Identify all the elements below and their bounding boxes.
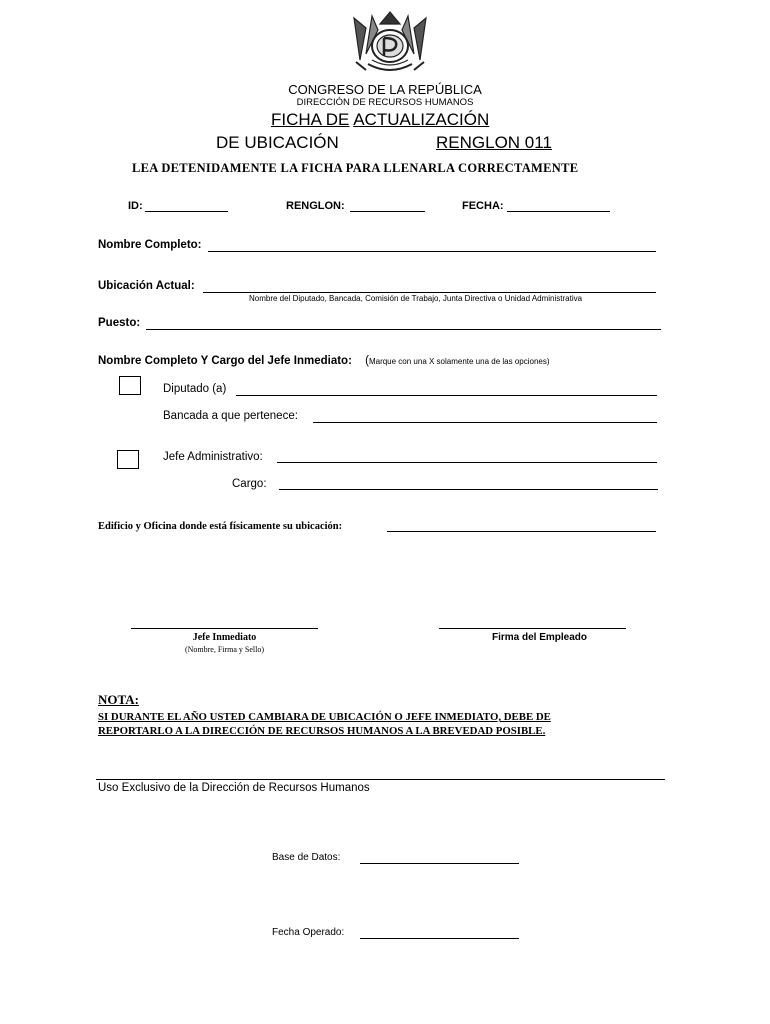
jefe-admin-label: Jefe Administrativo: bbox=[163, 451, 263, 463]
nota-line-2: REPORTARLO A LA DIRECCIÓN DE RECURSOS HUMANOS A LA BREVEDAD POSIBLE. bbox=[98, 725, 546, 737]
nota-heading: NOTA: bbox=[98, 692, 139, 707]
edificio-label: Edificio y Oficina donde está físicamente su ubicación: bbox=[98, 521, 343, 532]
ubicacion-label: Ubicación Actual: bbox=[98, 280, 195, 292]
instruction-text: LEA DETENIDAMENTE LA FICHA PARA LLENARLA CORRECTAMENTE bbox=[132, 161, 579, 175]
title-ficha-de bbox=[271, 110, 489, 130]
renglon-label: RENGLON: bbox=[286, 200, 345, 212]
diputado-field[interactable] bbox=[236, 395, 657, 396]
edificio-field[interactable] bbox=[387, 531, 656, 532]
jefe-signature-line[interactable] bbox=[131, 628, 318, 629]
base-datos-field[interactable] bbox=[360, 863, 519, 864]
ubicacion-field[interactable] bbox=[203, 292, 656, 293]
title-renglon: RENGLON 011 bbox=[436, 133, 552, 152]
diputado-checkbox[interactable] bbox=[119, 376, 141, 395]
exclusive-label: Uso Exclusivo de la Dirección de Recursos Humanos bbox=[98, 782, 370, 794]
jefe-hint-text: Marque con una X solamente una de las opciones) bbox=[368, 357, 550, 366]
fecha-operado-label: Fecha Operado: bbox=[272, 927, 345, 938]
ubicacion-hint: Nombre del Diputado, Bancada, Comisión de Trabajo, Junta Directiva o Unidad Administrativa bbox=[249, 294, 583, 303]
nombre-field[interactable] bbox=[208, 251, 656, 252]
title-de-ubicacion: DE UBICACIÓN bbox=[216, 133, 339, 152]
jefe-label-text: Nombre Completo Y Cargo del Jefe Inmediato: bbox=[98, 355, 352, 367]
jefe-hint-paren: ( bbox=[365, 355, 369, 367]
jefe-signature-sub: (Nombre, Firma y Sello) bbox=[184, 645, 265, 654]
nombre-label: Nombre Completo: bbox=[98, 239, 202, 251]
title-part-a: FICHA DE bbox=[271, 110, 350, 129]
cargo-field[interactable] bbox=[279, 489, 658, 490]
bancada-field[interactable] bbox=[313, 422, 657, 423]
puesto-field[interactable] bbox=[146, 329, 661, 330]
empleado-signature-line[interactable] bbox=[439, 628, 626, 629]
congress-emblem-icon bbox=[350, 10, 430, 76]
diputado-label: Diputado (a) bbox=[163, 383, 227, 395]
id-field[interactable] bbox=[145, 211, 228, 212]
puesto-label: Puesto: bbox=[98, 317, 141, 329]
fecha-label: FECHA: bbox=[462, 200, 504, 212]
jefe-inmediato-label bbox=[98, 355, 550, 367]
empleado-signature-label: Firma del Empleado bbox=[491, 632, 588, 643]
bancada-label: Bancada a que pertenece: bbox=[163, 410, 298, 422]
base-datos-label: Base de Datos: bbox=[272, 852, 341, 863]
footer-divider bbox=[96, 779, 665, 780]
jefe-admin-checkbox[interactable] bbox=[117, 450, 139, 469]
title-part-b: ACTUALIZACIÓN bbox=[353, 110, 490, 129]
fecha-field[interactable] bbox=[507, 211, 610, 212]
dept-name: DIRECCIÓN DE RECURSOS HUMANOS bbox=[296, 97, 474, 108]
jefe-signature-label: Jefe Inmediato bbox=[192, 632, 257, 643]
jefe-admin-field[interactable] bbox=[277, 462, 657, 463]
org-name: CONGRESO DE LA REPÚBLICA bbox=[288, 82, 482, 97]
renglon-field[interactable] bbox=[350, 211, 425, 212]
nota-line-1: SI DURANTE EL AÑO USTED CAMBIARA DE UBICACIÓN O JEFE INMEDIATO, DEBE DE bbox=[98, 711, 551, 723]
fecha-operado-field[interactable] bbox=[360, 938, 519, 939]
cargo-label: Cargo: bbox=[232, 478, 267, 490]
id-label: ID: bbox=[128, 200, 143, 212]
